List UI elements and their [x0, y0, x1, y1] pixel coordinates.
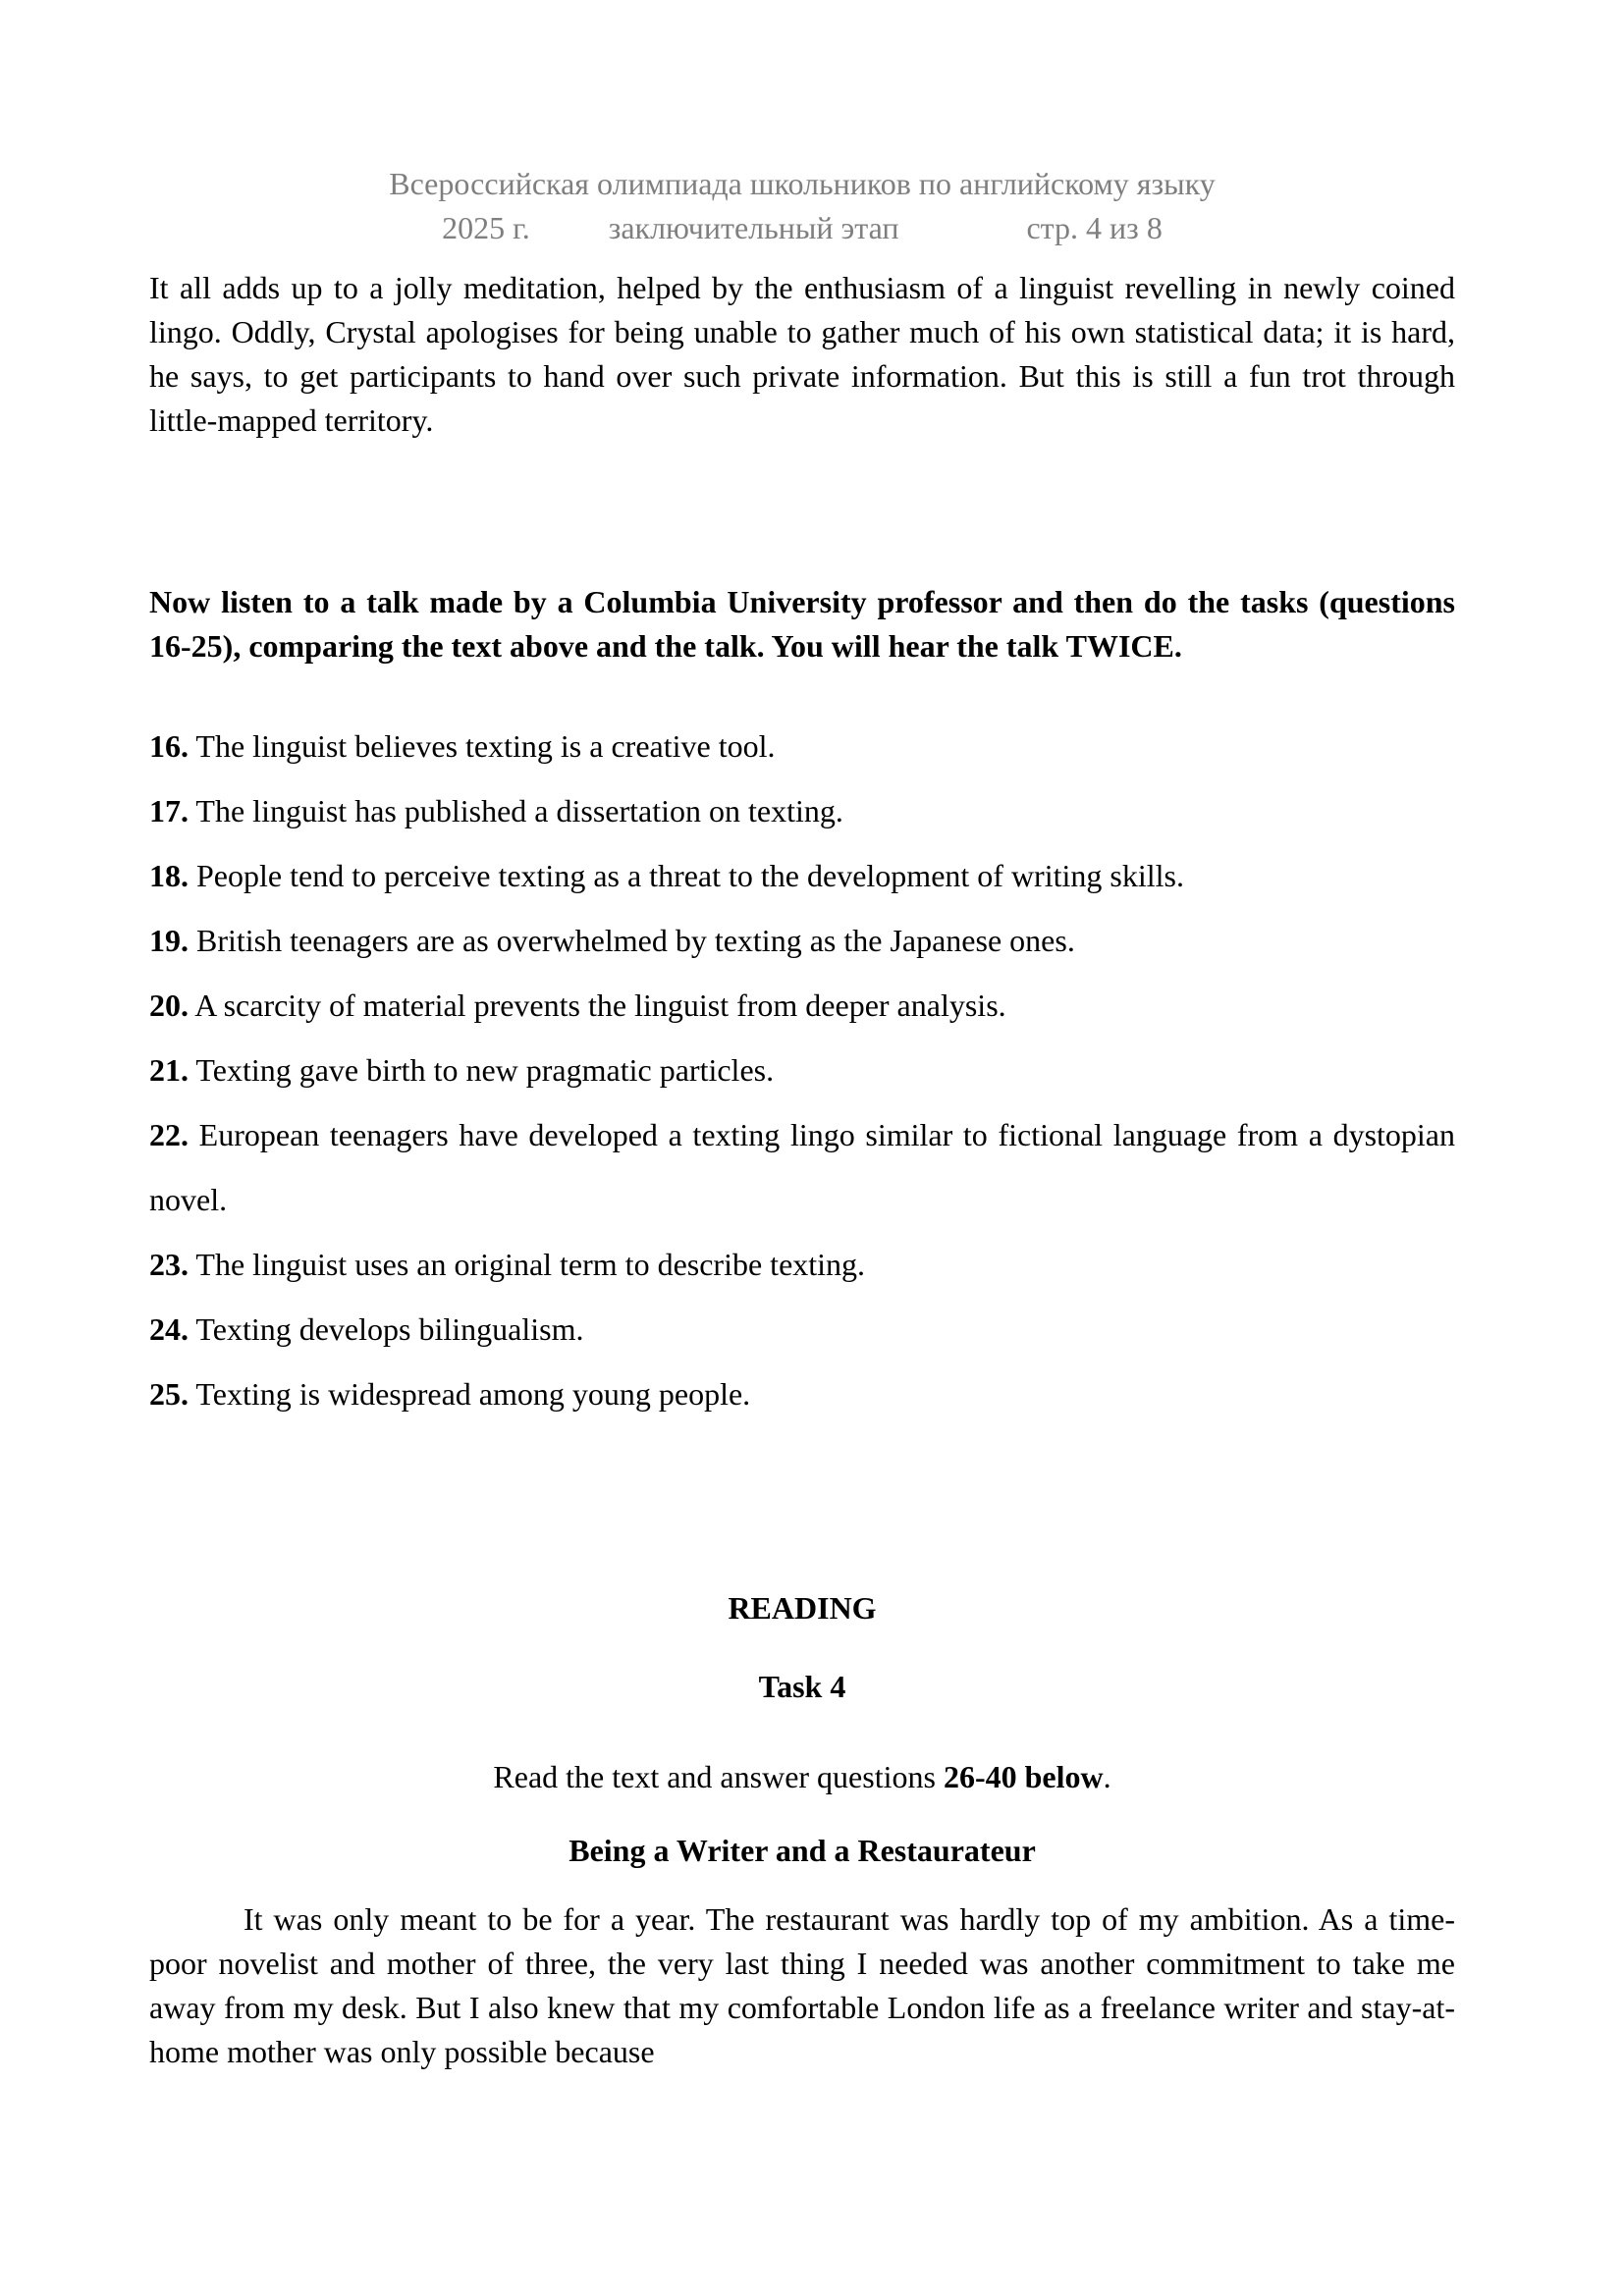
reading-text-title: Being a Writer and a Restaurateur [568, 1833, 1036, 1868]
question-17-number: 17. [149, 793, 189, 828]
question-18-number: 18. [149, 858, 189, 893]
question-19-text: British teenagers are as overwhelmed by texting as the Japanese ones. [196, 923, 1075, 958]
reading-first-paragraph: It was only meant to be for a year. The restaurant was hardly top of my ambition. As a time-poor novelist and mother of three, the very last thing I needed was another commitment to take me away from my desk. But I also knew that my comfortable London life as a freelance writer and stay-at-home mother was only possible because [149, 1901, 1455, 2069]
question-22-number: 22. [149, 1117, 189, 1152]
question-17 [149, 778, 1455, 843]
header-meta-line [149, 206, 1455, 250]
question-24 [149, 1297, 1455, 1362]
question-16 [149, 714, 1455, 778]
question-23 [149, 1232, 1455, 1297]
header-page-number: стр. 4 из 8 [1026, 210, 1163, 245]
question-20 [149, 973, 1455, 1038]
reading-section-title: READING [728, 1590, 877, 1626]
question-18-text: People tend to perceive texting as a threat to the development of writing skills. [196, 858, 1184, 893]
listening-instruction: Now listen to a talk made by a Columbia University professor and then do the tasks (questions 16-25), comparing the text above and the talk. You will hear the talk TWICE. [149, 584, 1455, 664]
header-year: 2025 г. [442, 210, 530, 245]
question-21 [149, 1038, 1455, 1102]
question-22-text: European teenagers have developed a texting lingo similar to fictional language from a dystopian novel. [149, 1117, 1456, 1217]
question-16-text: The linguist believes texting is a creative tool. [195, 728, 776, 764]
question-25-text: Texting is widespread among young people. [195, 1376, 751, 1412]
question-21-text: Texting gave birth to new pragmatic particles. [195, 1052, 775, 1088]
question-20-text: A scarcity of material prevents the linguist from deeper analysis. [194, 988, 1006, 1023]
question-17-text: The linguist has published a dissertation on texting. [195, 793, 843, 828]
question-20-number: 20. [149, 988, 189, 1023]
task-instruction-prefix: Read the text and answer questions [493, 1759, 944, 1794]
page-header [149, 162, 1455, 250]
task-instruction-range: 26-40 below [943, 1759, 1104, 1794]
header-olympiad-title: Всероссийская олимпиада школьников по английскому языку [389, 166, 1216, 201]
task-title: Task 4 [758, 1669, 846, 1704]
question-24-number: 24. [149, 1311, 189, 1347]
task-instruction-suffix: . [1103, 1759, 1111, 1794]
question-23-number: 23. [149, 1247, 189, 1282]
question-24-text: Texting develops bilingualism. [195, 1311, 584, 1347]
question-25-number: 25. [149, 1376, 189, 1412]
intro-paragraph: It all adds up to a jolly meditation, helped by the enthusiasm of a linguist revelling in newly coined lingo. Oddly, Crystal apologises for being unable to gather much of his own statistical data; it is hard, he says, to get participants to hand over such private information. But this is still a fun trot through little-mapped territory. [149, 270, 1455, 438]
task-instruction [149, 1755, 1455, 1799]
question-22 [149, 1102, 1455, 1232]
question-21-number: 21. [149, 1052, 189, 1088]
questions-list [149, 714, 1455, 1426]
question-25 [149, 1362, 1455, 1426]
question-23-text: The linguist uses an original term to describe texting. [195, 1247, 866, 1282]
question-16-number: 16. [149, 728, 189, 764]
question-19-number: 19. [149, 923, 189, 958]
question-18 [149, 843, 1455, 908]
header-stage: заключительный этап [608, 210, 899, 245]
question-19 [149, 908, 1455, 973]
